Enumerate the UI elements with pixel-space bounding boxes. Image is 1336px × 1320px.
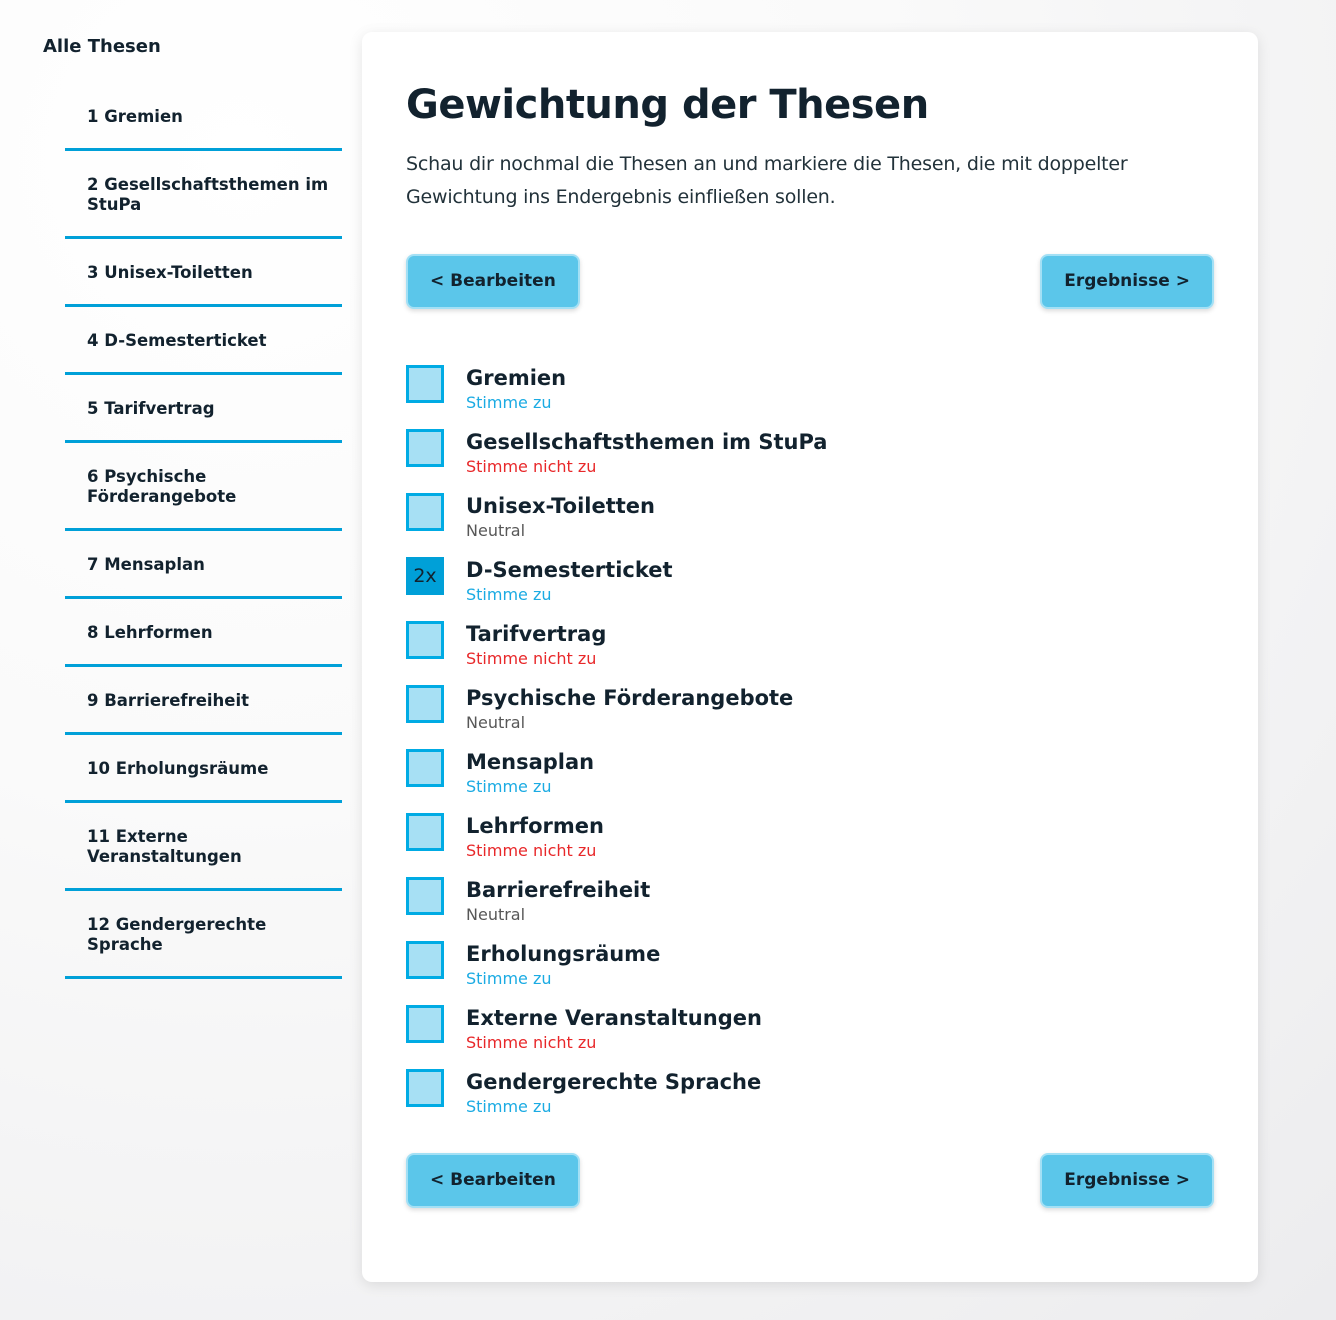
sidebar-item[interactable]: 3 Unisex-Toiletten	[65, 263, 342, 307]
thesis-status: Stimme nicht zu	[466, 841, 597, 860]
thesis-row	[406, 493, 1214, 541]
weight-checkbox[interactable]	[406, 941, 444, 979]
weight-checkbox[interactable]	[406, 877, 444, 915]
thesis-row	[406, 1005, 1214, 1053]
thesis-text	[466, 877, 650, 925]
thesis-status: Neutral	[466, 905, 526, 924]
edit-button-bottom[interactable]: < Bearbeiten	[406, 1153, 580, 1208]
thesis-title: Unisex-Toiletten	[466, 494, 655, 518]
weight-checkbox[interactable]	[406, 365, 444, 403]
weight-checkbox[interactable]	[406, 1069, 444, 1107]
thesis-text	[466, 1005, 762, 1053]
weight-checkbox[interactable]	[406, 493, 444, 531]
thesis-title: Lehrformen	[466, 814, 604, 838]
thesis-text	[466, 621, 606, 669]
thesis-status: Stimme nicht zu	[466, 649, 597, 668]
sidebar-list	[65, 107, 342, 979]
thesis-row	[406, 813, 1214, 861]
thesis-status: Stimme zu	[466, 1097, 552, 1116]
thesis-title: Psychische Förderangebote	[466, 686, 794, 710]
weight-checkbox[interactable]	[406, 749, 444, 787]
theses-sidebar	[0, 0, 362, 1003]
thesis-status: Stimme zu	[466, 585, 552, 604]
thesis-text	[466, 493, 655, 541]
weight-checkbox[interactable]	[406, 1005, 444, 1043]
thesis-title: Gremien	[466, 366, 567, 390]
thesis-text	[466, 429, 827, 477]
thesis-text	[466, 557, 673, 605]
sidebar-title: Alle Thesen	[43, 36, 161, 57]
thesis-title: Tarifvertrag	[466, 622, 607, 646]
thesis-row	[406, 429, 1214, 477]
thesis-title: Gesellschaftsthemen im StuPa	[466, 430, 828, 454]
sidebar-item[interactable]: 1 Gremien	[65, 107, 342, 151]
thesis-row	[406, 557, 1214, 605]
page-title: Gewichtung der Thesen	[406, 82, 929, 128]
weight-checkbox[interactable]	[406, 685, 444, 723]
weight-checkbox[interactable]: 2x	[406, 557, 444, 595]
weight-checkbox[interactable]	[406, 429, 444, 467]
thesis-text	[466, 685, 793, 733]
thesis-title: Gendergerechte Sprache	[466, 1070, 762, 1094]
thesis-title: D-Semesterticket	[466, 558, 673, 582]
thesis-status: Stimme zu	[466, 777, 552, 796]
thesis-title: Erholungsräume	[466, 942, 661, 966]
thesis-status: Neutral	[466, 713, 526, 732]
weight-checkbox[interactable]	[406, 621, 444, 659]
thesis-title: Barrierefreiheit	[466, 878, 651, 902]
results-button-top[interactable]: Ergebnisse >	[1040, 254, 1214, 309]
weight-checkbox[interactable]	[406, 813, 444, 851]
page-description: Schau dir nochmal die Thesen an und markiere die Thesen, die mit doppelter Gewichtung ins Endergebnis einfließen sollen.	[406, 153, 1128, 208]
thesis-row	[406, 365, 1214, 413]
weighting-card	[362, 32, 1258, 1282]
sidebar-item[interactable]: 10 Erholungsräume	[65, 759, 342, 803]
thesis-status: Neutral	[466, 521, 526, 540]
thesis-status: Stimme zu	[466, 969, 552, 988]
thesis-status: Stimme nicht zu	[466, 1033, 597, 1052]
thesis-row	[406, 1069, 1214, 1117]
sidebar-item[interactable]: 11 Externe Veranstaltungen	[65, 827, 342, 891]
thesis-text	[466, 749, 594, 797]
thesis-title: Externe Veranstaltungen	[466, 1006, 762, 1030]
sidebar-item[interactable]: 5 Tarifvertrag	[65, 399, 342, 443]
sidebar-item[interactable]: 4 D-Semesterticket	[65, 331, 342, 375]
nav-buttons-bottom	[406, 1153, 1214, 1208]
nav-buttons-top	[406, 254, 1214, 309]
thesis-title: Mensaplan	[466, 750, 595, 774]
thesis-row	[406, 877, 1214, 925]
thesis-status: Stimme nicht zu	[466, 457, 597, 476]
thesis-text	[466, 1069, 761, 1117]
thesis-row	[406, 685, 1214, 733]
sidebar-item[interactable]: 7 Mensaplan	[65, 555, 342, 599]
thesis-text	[466, 813, 604, 861]
sidebar-item[interactable]: 8 Lehrformen	[65, 623, 342, 667]
sidebar-item[interactable]: 2 Gesellschaftsthemen im StuPa	[65, 175, 342, 239]
sidebar-item[interactable]: 12 Gendergerechte Sprache	[65, 915, 342, 979]
theses-list	[406, 365, 1214, 1117]
thesis-row	[406, 749, 1214, 797]
thesis-text	[466, 941, 660, 989]
thesis-row	[406, 941, 1214, 989]
results-button-bottom[interactable]: Ergebnisse >	[1040, 1153, 1214, 1208]
thesis-text	[466, 365, 566, 413]
thesis-status: Stimme zu	[466, 393, 552, 412]
thesis-row	[406, 621, 1214, 669]
edit-button-top[interactable]: < Bearbeiten	[406, 254, 580, 309]
sidebar-item[interactable]: 9 Barrierefreiheit	[65, 691, 342, 735]
sidebar-item[interactable]: 6 Psychische Förderangebote	[65, 467, 342, 531]
